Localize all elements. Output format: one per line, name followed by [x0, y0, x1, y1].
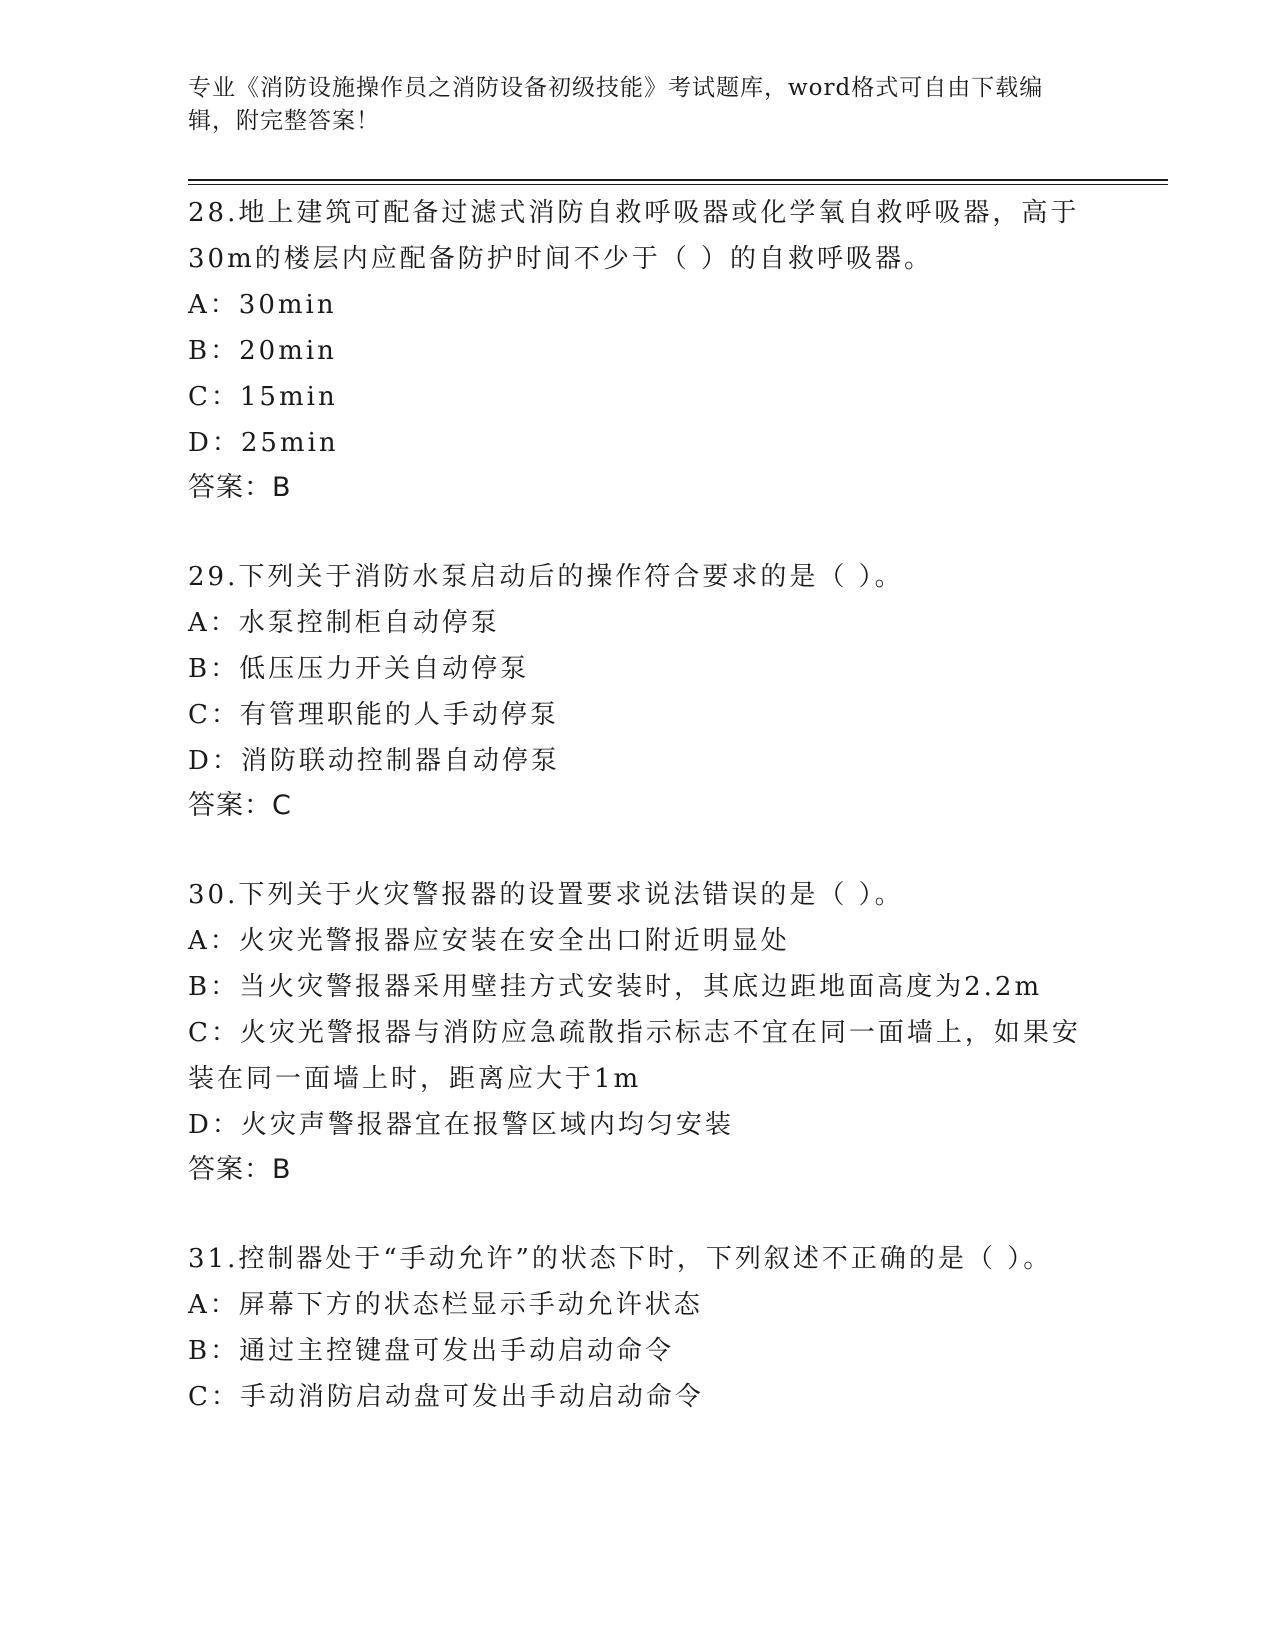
question-29 — [188, 554, 1088, 828]
option-c: C：手动消防启动盘可发出手动启动命令 — [188, 1382, 704, 1412]
option-d: D：25min — [188, 428, 339, 458]
answer-label: 答案：B — [188, 1154, 292, 1185]
question-28 — [188, 190, 1088, 510]
answer-label: 答案：C — [188, 790, 292, 821]
option-a: A：水泵控制柜自动停泵 — [188, 608, 500, 638]
option-b: B：低压压力开关自动停泵 — [188, 654, 530, 684]
option-a: A：屏幕下方的状态栏显示手动允许状态 — [188, 1290, 703, 1320]
answer-label: 答案：B — [188, 472, 292, 503]
option-d: D：消防联动控制器自动停泵 — [188, 746, 560, 776]
question-list — [188, 190, 1088, 1464]
question-stem: 28.地上建筑可配备过滤式消防自救呼吸器或化学氧自救呼吸器，高于30m的楼层内应配备防护时间不少于（ ）的自救呼吸器。 — [188, 198, 1080, 274]
question-stem: 30.下列关于火灾警报器的设置要求说法错误的是（ ）。 — [188, 880, 904, 910]
option-c: C：火灾光警报器与消防应急疏散指示标志不宜在同一面墙上，如果安装在同一面墙上时，距离应大于1m — [188, 1018, 1081, 1094]
question-30 — [188, 872, 1088, 1192]
option-b: B：当火灾警报器采用壁挂方式安装时，其底边距地面高度为2.2m — [188, 972, 1043, 1002]
option-b: B：通过主控键盘可发出手动启动命令 — [188, 1336, 675, 1366]
header-divider-thick — [188, 179, 1168, 181]
question-31 — [188, 1236, 1088, 1420]
option-c: C：有管理职能的人手动停泵 — [188, 700, 559, 730]
document-header: 专业《消防设施操作员之消防设备初级技能》考试题库，word格式可自由下载编辑，附完整答案！ — [188, 75, 1044, 134]
option-a: A：30min — [188, 290, 337, 320]
header-divider-thin — [188, 184, 1168, 185]
question-stem: 31.控制器处于“手动允许”的状态下时，下列叙述不正确的是（ ）。 — [188, 1244, 1053, 1274]
option-a: A：火灾光警报器应安装在安全出口附近明显处 — [188, 926, 790, 956]
option-b: B：20min — [188, 336, 337, 366]
question-stem: 29.下列关于消防水泵启动后的操作符合要求的是（ ）。 — [188, 562, 904, 592]
option-c: C：15min — [188, 382, 338, 412]
option-d: D：火灾声警报器宜在报警区域内均匀安装 — [188, 1110, 734, 1140]
